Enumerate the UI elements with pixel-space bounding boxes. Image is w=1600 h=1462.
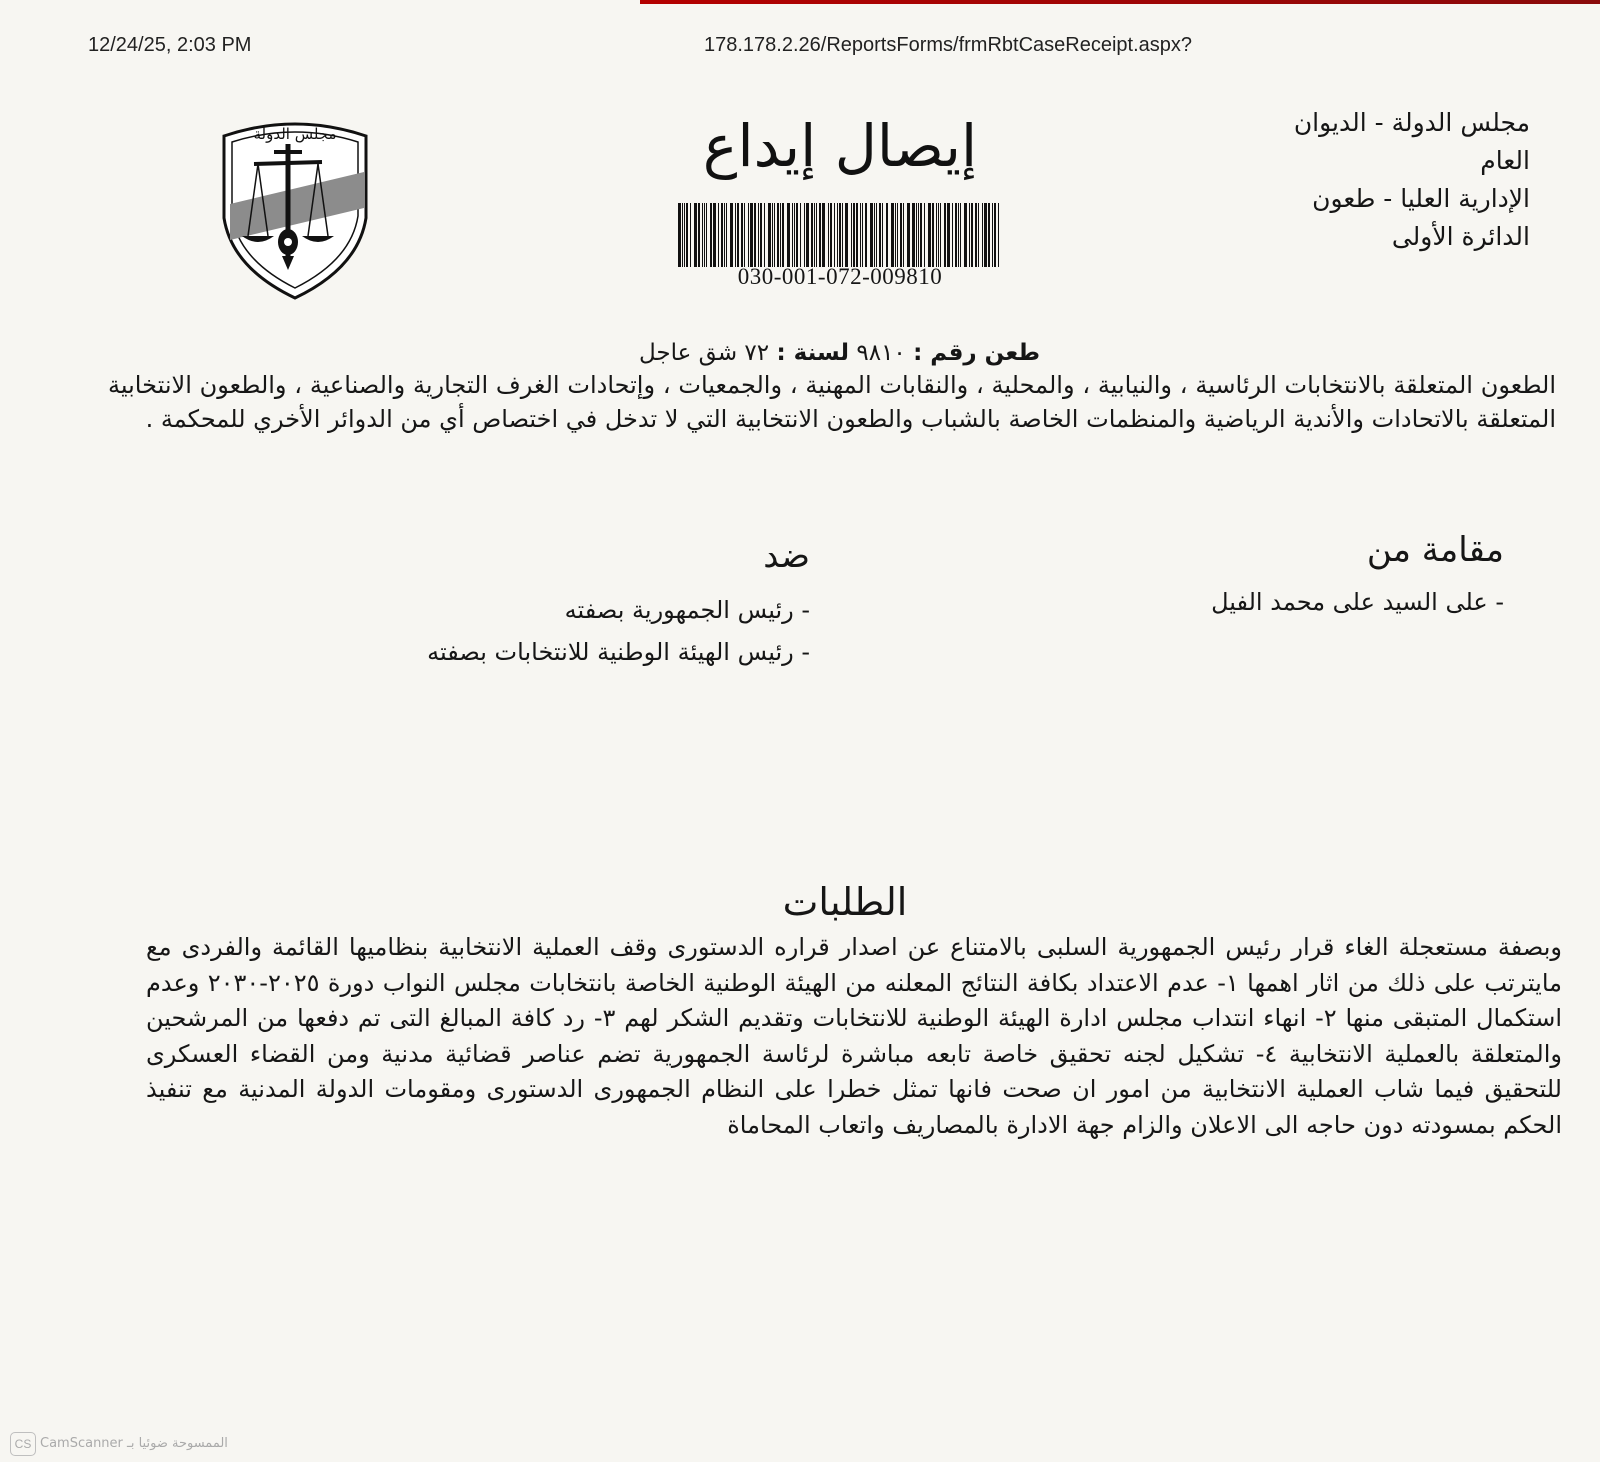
office-line-3: الإدارية العليا - طعون [1312,184,1530,213]
camscanner-logo: CS [10,1432,36,1456]
defendant-item: - رئيس الهيئة الوطنية للانتخابات بصفته [427,638,810,666]
plaintiff-item: - على السيد على محمد الفيل [1211,588,1504,616]
case-year-label: لسنة : [776,340,850,366]
print-url: 178.178.2.26/ReportsForms/frmRbtCaseReceipt.aspx? [704,34,1193,56]
office-line-2: العام [1480,146,1530,175]
plaintiff-heading: مقامة من [1366,530,1504,570]
case-number-line [639,340,1040,366]
case-description: الطعون المتعلقة بالانتخابات الرئاسية ، والنيابية ، والمحلية ، والنقابات المهنية ، والجمعيات ، وإتحادات الغرف التجارية والصناعية ، والطعون الانتخابية المتعلقة بالاتحادات والأندية الرياضية والمنظمات الخاصة بالشباب والطعون الانتخابية التي لا تدخل في اختصاص أي من الدوائر الأخري للمحكمة . [108,371,1556,433]
barcode-number: 030-001-072-009810 [737,264,943,289]
council-seal-logo [218,108,372,304]
top-red-line [640,0,1600,4]
defendant-item: - رئيس الجمهورية بصفته [564,596,810,624]
print-datetime: 12/24/25, 2:03 PM [88,34,252,56]
office-line-1: مجلس الدولة - الديوان [1293,108,1530,137]
office-line-4: الدائرة الأولى [1391,222,1530,251]
receipt-title: إيصال إيداع [702,112,978,180]
camscanner-watermark: الممسوحة ضوئيا بـ CamScanner [40,1436,228,1451]
case-year: ٧٢ [744,340,770,366]
case-number: ٩٨١٠ [856,340,906,366]
svg-text:مجلس الدولة: مجلس الدولة [253,125,337,143]
defendant-heading: ضد [763,536,810,576]
case-number-label: طعن رقم : [913,340,1040,366]
requests-text: وبصفة مستعجلة الغاء قرار رئيس الجمهورية السلبى بالامتناع عن اصدار قراره الدستورى وقف العملية الانتخابية بنظاميها القائمة والفردى مع مايترتب على ذلك من اثار اهمها ١- عدم الاعتداد بكافة النتائج المعلنه من الهيئة الوطنية الخاصة بانتخابات مجلس النواب دورة ٢٠٢٥-٢٠٣٠ وعدم استكمال المتبقى منها ٢- انهاء انتداب مجلس ادارة الهيئة الوطنية للانتخابات وتقديم الشكر لهم ٣- رد كافة المبالغ التى تم دفعها من المرشحين والمتعلقة بالعملية الانتخابية ٤- تشكيل لجنه تحقيق خاصة تابعه مباشرة لرئاسة الجمهورية تضم عناصر قضائية مدنية ومن القضاء العسكرى للتحقيق فيما شاب العملية الانتخابية من امور ان صحت فانها تمثل خطرا على النظام الجمهورى الدستورى ومقومات الدولة المدنية مع تنفيذ الحكم بمسودته دون حاجه الى الاعلان والزام جهة الادارة بالمصاريف واتعاب المحاماة [146,933,1562,1139]
case-type: شق عاجل [638,340,738,366]
barcode [676,203,1004,267]
office-block [1240,104,1530,256]
requests-heading: الطلبات [782,880,908,924]
